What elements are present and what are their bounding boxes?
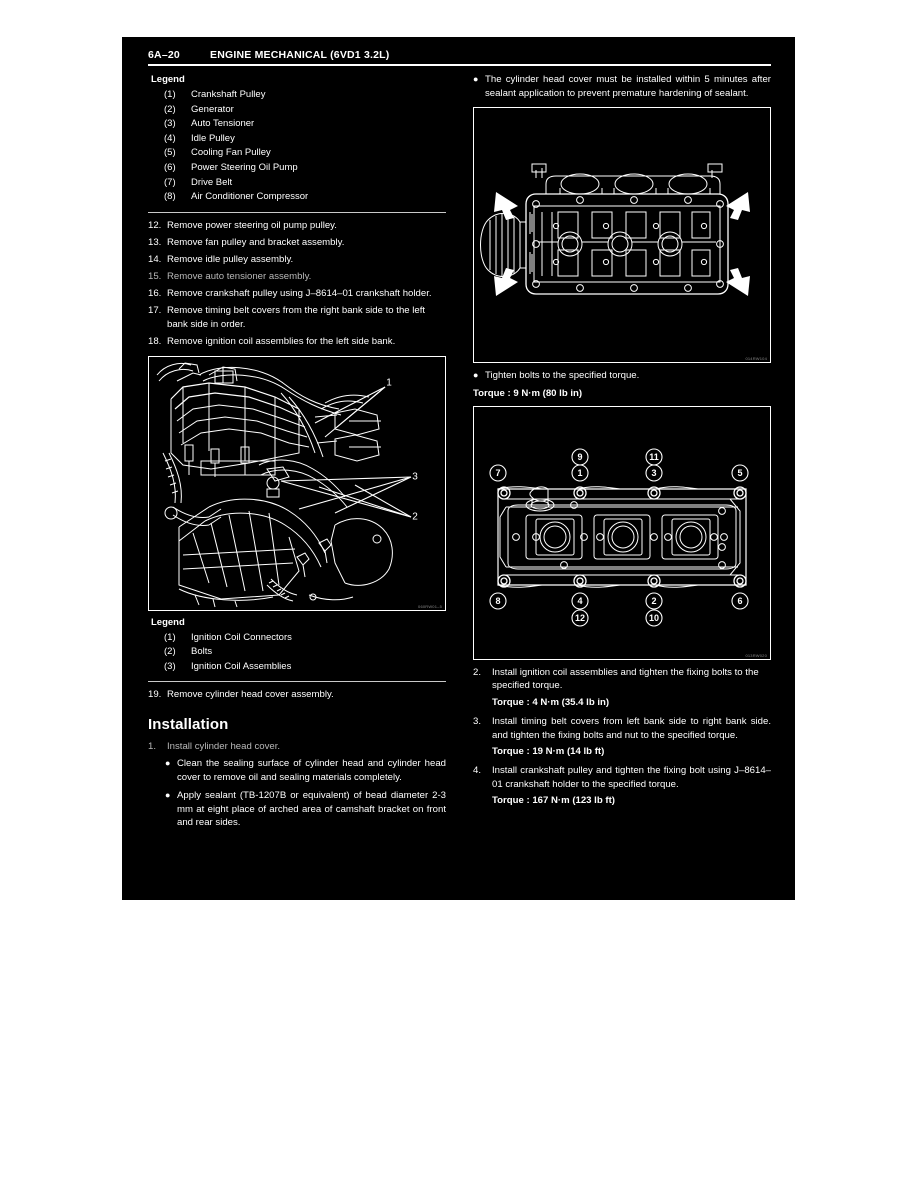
installation-steps-list [473,715,771,742]
procedure-step [473,764,771,791]
legend-item-label: Drive Belt [191,176,233,188]
step-number: 19. [148,689,162,701]
legend-item-label: Air Conditioner Compressor [191,191,309,203]
installation-steps-list [473,764,771,791]
sequence-callout-6: 6 [737,595,743,606]
step-number: 1. [148,740,157,752]
step-number: 3. [473,715,482,727]
legend-bottom-list [148,631,446,675]
installation-bullets [165,757,446,830]
legend-item-number: (5) [164,147,176,159]
installation-steps-list [473,666,771,693]
bullet-dot-icon: ● [473,74,479,84]
legend-item-label: Auto Tensioner [191,118,255,130]
bullet-item [473,73,771,100]
procedure-step [148,219,446,233]
sequence-callout-7: 7 [495,467,501,478]
step-number: 4. [473,765,482,777]
step-text: Install cylinder head cover. [167,740,281,752]
bullet-item [165,757,446,784]
legend-bottom-title: Legend [151,616,185,628]
tighten-bullet-list [473,369,771,383]
legend-item-number: (4) [164,132,176,144]
cylinder-head-graphic [474,108,770,362]
page-folio: 6A–20 [148,49,180,61]
note-bullet-list [473,73,771,100]
legend-item [148,146,446,161]
legend-item-label: Ignition Coil Connectors [191,631,292,643]
step-number: 18. [148,335,162,347]
legend-item-label: Idle Pulley [191,132,235,144]
legend-item [148,103,446,118]
figure-code: 014RW104 [745,356,767,362]
torque-spec-cover: Torque : 9 N·m (80 lb in) [473,387,583,399]
step-text: Remove idle pulley assembly. [167,253,294,265]
legend-item [148,190,446,205]
cylinder-head-cover-figure [473,107,771,363]
bullet-dot-icon: ● [165,790,171,801]
bullet-dot-icon: ● [165,757,171,768]
legend-top-list [148,88,446,205]
torque-spec-ignition-coil: Torque : 4 N·m (35.4 lb in) [492,696,610,708]
legend-item [148,631,446,646]
sequence-callout-2: 2 [651,595,657,606]
sequence-callout-9: 9 [577,451,583,462]
step-number: 2. [473,666,482,678]
step-text: Install crankshaft pulley and tighten the fixing bolt using J–8614–01 crankshaft holder to the specified torque. [492,765,771,790]
page-header [148,49,771,64]
figure-callout-3: 3 [412,471,418,482]
step-number: 15. [148,271,162,283]
bullet-text: Clean the sealing surface of cylinder head and cylinder head cover to remove oil and sealing materials completely. [177,757,446,783]
step-19-list [148,688,446,702]
legend-top-title: Legend [151,74,185,85]
figure-code: 013RW020 [745,652,767,658]
procedure-step [148,304,446,331]
sequence-callout-11: 11 [649,451,659,462]
procedure-step [148,287,446,301]
legend-bottom-block [148,617,446,675]
sequence-callout-10: 10 [648,612,660,623]
legend-item-number: (6) [164,161,176,173]
step-text: Remove timing belt covers from the right bank side to the left bank side in order. [167,305,426,330]
figure-callout-2: 2 [412,511,418,522]
procedure-step [148,253,446,267]
step-text: Remove cylinder head cover assembly. [167,689,334,701]
step-text: Remove ignition coil assemblies for the left side bank. [167,335,396,347]
sequence-callout-3: 3 [651,467,657,478]
legend-item-label: Crankshaft Pulley [191,89,266,100]
legend-item-label: Bolts [191,646,213,658]
procedure-step [148,688,446,702]
legend-item [148,660,446,675]
step-number: 13. [148,236,162,248]
legend-item-number: (2) [164,103,176,115]
legend-item [148,645,446,660]
installation-step-1-list [148,740,446,754]
step-text: Remove fan pulley and bracket assembly. [167,236,345,248]
header-rule [148,64,771,66]
step-number: 14. [148,253,162,265]
torque-spec-timing-belt-cover: Torque : 19 N·m (14 lb ft) [492,746,605,758]
bullet-dot-icon: ● [473,370,479,381]
step-number: 17. [148,305,162,317]
legend-item-label: Cooling Fan Pulley [191,147,271,159]
legend-item [148,161,446,176]
procedure-step [148,236,446,250]
divider-rule [148,212,446,213]
legend-item [148,132,446,147]
bullet-item [473,369,771,383]
legend-item [148,88,446,103]
legend-item-number: (1) [164,89,176,100]
procedure-step [148,335,446,349]
legend-item-label: Power Steering Oil Pump [191,161,298,173]
page-content [148,49,771,835]
step-text: Remove power steering oil pump pulley. [167,219,337,231]
legend-item-number: (3) [164,118,176,130]
legend-item [148,117,446,132]
bullet-text: The cylinder head cover must be installed within 5 minutes after sealant application to prevent premature hardening of sealant. [485,74,771,99]
procedure-step [148,740,446,754]
legend-item-number: (7) [164,176,176,188]
legend-item-number: (1) [164,631,176,643]
legend-item-number: (3) [164,660,176,672]
engine-illustration-graphic [149,357,445,610]
step-text: Install ignition coil assemblies and tighten the fixing bolts to the specified torque. [492,666,759,692]
page-columns [148,72,771,835]
removal-steps-list [148,219,446,349]
sequence-callout-12: 12 [574,612,586,623]
step-text: Remove crankshaft pulley using J–8614–01 crankshaft holder. [167,288,432,300]
legend-item-number: (2) [164,646,176,658]
divider-rule [148,681,446,682]
legend-item-number: (8) [164,191,176,203]
engine-ignition-coil-figure [148,356,446,611]
manual-page [122,37,795,900]
step-text: Remove auto tensioner assembly. [167,271,312,283]
procedure-step [473,666,771,693]
bolt-sequence-graphic [474,407,770,659]
installation-heading: Installation [148,715,229,733]
left-column [148,72,446,835]
step-text: Install timing belt covers from left bank side to right bank side. and tighten the fixing bolts and nut to the specified torque. [492,715,771,741]
sequence-callout-5: 5 [737,467,743,478]
legend-item-label: Generator [191,103,234,115]
legend-top-block [148,74,446,205]
page-title: ENGINE MECHANICAL (6VD1 3.2L) [210,49,390,61]
step-number: 12. [148,219,162,231]
bolt-tightening-sequence-figure [473,406,771,660]
legend-item-label: Ignition Coil Assemblies [191,660,292,672]
bullet-item [165,789,446,830]
procedure-step [148,270,446,284]
bullet-text: Apply sealant (TB-1207B or equivalent) of bead diameter 2-3 mm at eight place of arched area of camshaft bracket on front and rear sides. [177,790,446,829]
figure-code: 060RW01–5 [418,603,442,609]
right-column [473,72,771,813]
sequence-callout-8: 8 [495,595,501,606]
figure-callout-1: 1 [386,377,392,388]
step-number: 16. [148,288,162,300]
sequence-callout-4: 4 [577,595,583,606]
bullet-text: Tighten bolts to the specified torque. [485,370,640,382]
torque-spec-crankshaft-pulley: Torque : 167 N·m (123 lb ft) [492,795,615,807]
sequence-callout-1: 1 [577,467,583,478]
legend-item [148,176,446,191]
procedure-step [473,715,771,742]
